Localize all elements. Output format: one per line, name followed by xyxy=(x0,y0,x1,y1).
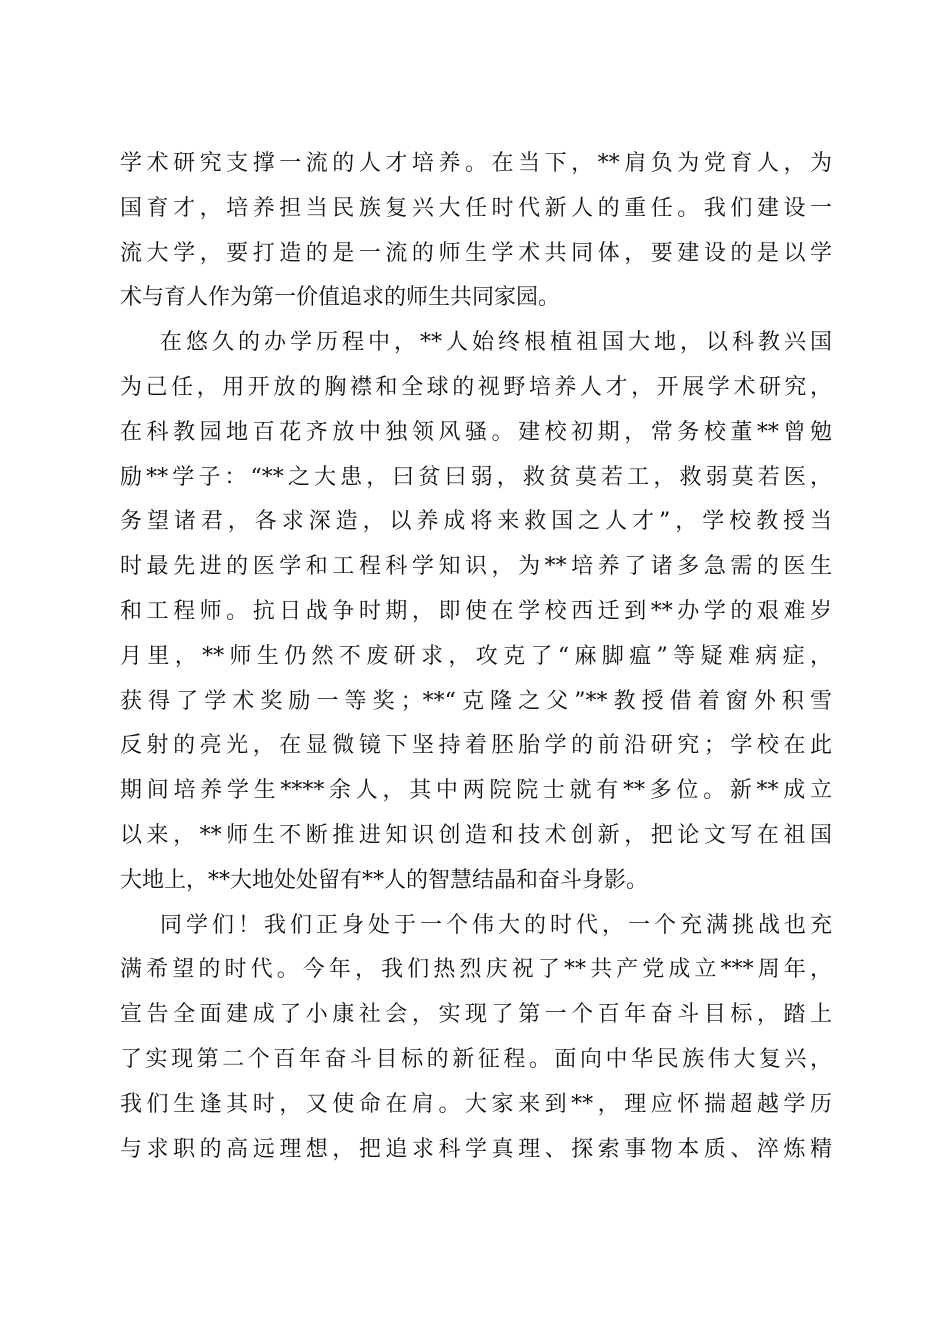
paragraph-first-line: 同学们！我们正身处于一个伟大的时代，一个充满挑战也充 xyxy=(160,912,832,938)
text-line: 务望诸君，各求深造，以养成将来救国之人才”，学校教授当 xyxy=(120,509,832,535)
paragraph-first-line: 在悠久的办学历程中，**人始终根植祖国大地，以科教兴国 xyxy=(160,330,832,356)
text-line: 励**学子：“**之大患，曰贫曰弱，救贫莫若工，救弱莫若医， xyxy=(120,464,832,490)
text-line: 时最先进的医学和工程科学知识，为**培养了诸多急需的医生 xyxy=(120,554,832,580)
text-line: 了实现第二个百年奋斗目标的新征程。面向中华民族伟大复兴， xyxy=(120,1046,832,1072)
text-line: 宣告全面建成了小康社会，实现了第一个百年奋斗目标，踏上 xyxy=(120,1002,832,1028)
text-line: 反射的亮光，在显微镜下坚持着胚胎学的前沿研究；学校在此 xyxy=(120,733,832,759)
text-line: 获得了学术奖励一等奖；**“克隆之父”**教授借着窗外积雪 xyxy=(120,688,832,714)
text-line: 满希望的时代。今年，我们热烈庆祝了**共产党成立***周年， xyxy=(120,957,832,983)
text-line: 期间培养学生****余人，其中两院院士就有**多位。新**成立 xyxy=(120,778,832,804)
text-line: 在科教园地百花齐放中独领风骚。建校初期，常务校董**曾勉 xyxy=(120,419,832,445)
text-line: 和工程师。抗日战争时期，即使在学校西迁到**办学的艰难岁 xyxy=(120,598,832,624)
text-line: 大地上，**大地处处留有**人的智慧结晶和奋斗身影。 xyxy=(120,867,649,893)
text-line: 以来，**师生不断推进知识创造和技术创新，把论文写在祖国 xyxy=(120,822,832,848)
body-text xyxy=(120,142,832,1172)
text-line: 术与育人作为第一价值追求的师生共同家园。 xyxy=(120,285,561,311)
text-line: 学术研究支撑一流的人才培养。在当下，**肩负为党育人，为 xyxy=(120,151,832,176)
text-line: 为己任，用开放的胸襟和全球的视野培养人才，开展学术研究， xyxy=(120,374,832,400)
text-line: 我们生逢其时，又使命在肩。大家来到**，理应怀揣超越学历 xyxy=(120,1091,832,1117)
text-line: 流大学，要打造的是一流的师生学术共同体，要建设的是以学 xyxy=(120,240,832,266)
text-line: 与求职的高远理想，把追求科学真理、探索事物本质、淬炼精 xyxy=(120,1136,832,1162)
text-line: 国育才，培养担当民族复兴大任时代新人的重任。我们建设一 xyxy=(120,195,832,221)
text-line: 月里，**师生仍然不废研求，攻克了“麻脚瘟”等疑难病症， xyxy=(120,643,832,669)
